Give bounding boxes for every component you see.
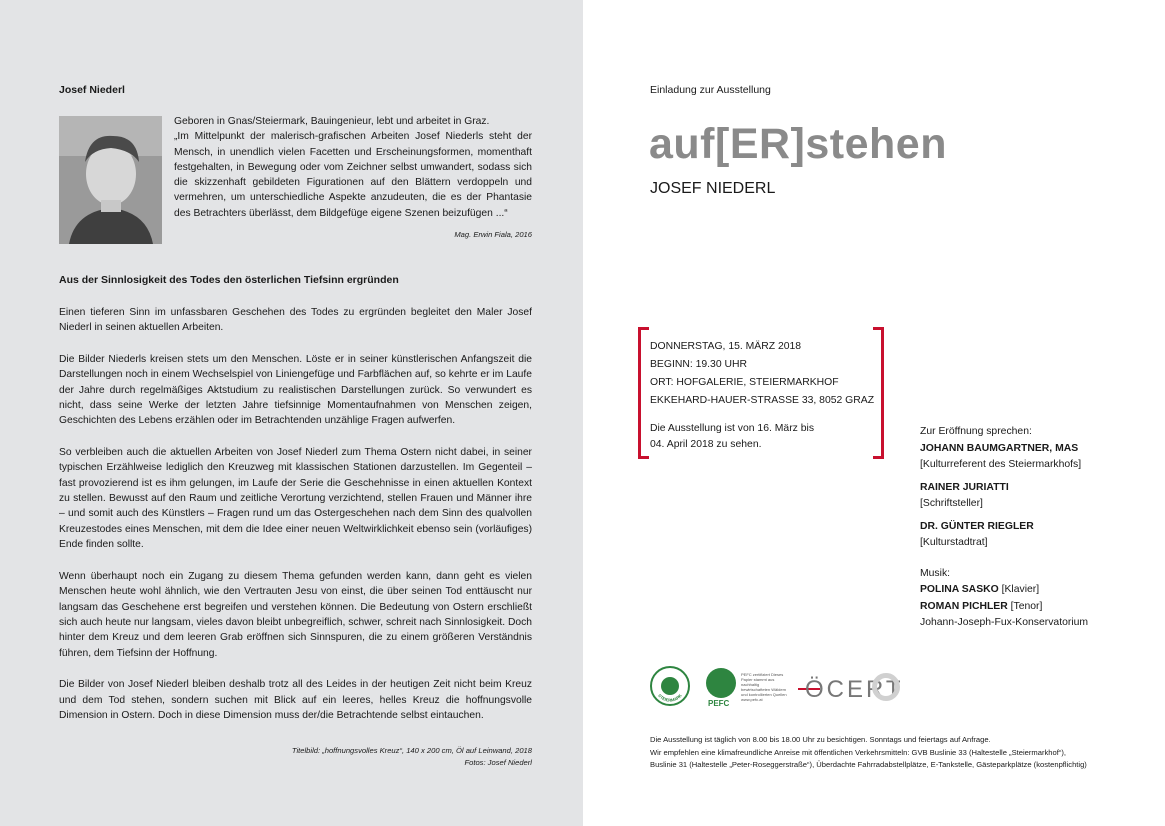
speakers-list — [920, 424, 1160, 632]
performer-role: [Klavier] — [1001, 584, 1040, 595]
bio-text — [174, 114, 532, 221]
essay-body — [59, 305, 532, 739]
music-ensemble: Johann-Joseph-Fux-Konservatorium — [920, 617, 1089, 628]
essay-paragraph: So verbleiben auch die aktuellen Arbeiten von Josef Niederl zum Thema Ostern nicht dabei, in seiner typischen Erzählweise lediglich den Kreuzweg mit klassischen Stationen darzustellen. Im Gegenteil – fast provozierend ist es ihm gelungen, im Laufe der Serie die Geschehnisse in einen aktuellen Kontext zu stellen. Bewusst auf den Raum und zeitliche Verortung verzichtend, stellen Frauen und Männer ihre – und somit auch des Künstlers – Fragen rund um das Ostergeschehen nach dem Sinn des qualvollen Kreuzestodes eines Menschen, mit dem die Idee einer neuen Weltwirklichkeit ebenso sein (vorläufiges) Ende finden sollte. — [59, 446, 532, 551]
event-begin: BEGINN: 19.30 UHR — [650, 359, 748, 370]
ocert-logo: ÖCERT — [805, 676, 904, 703]
essay-heading: Aus der Sinnlosigkeit des Todes den österlichen Tiefsinn ergründen — [59, 274, 399, 286]
bracket-left — [638, 327, 649, 459]
bio-signature: Mag. Erwin Fiala, 2016 — [454, 230, 532, 239]
performer-name: ROMAN PICHLER — [920, 600, 1008, 612]
portrait-icon — [59, 116, 162, 244]
performer-role: [Tenor] — [1010, 600, 1043, 612]
bio-name: Josef Niederl — [59, 84, 125, 96]
footer-line: Wir empfehlen eine klimafreundliche Anreise mit öffentlichen Verkehrsmitteln: GVB Buslinie 33 (Haltestelle „Steiermarkhof“), — [650, 747, 1067, 757]
artist-portrait — [59, 116, 162, 244]
pefc-note: PEFC zertifiziert Dieses Papier stammt aus nachhaltig bewirtschafteten Wäldern und kontrollierten Quellen www.pefc.at — [741, 672, 787, 702]
essay-paragraph: Die Bilder von Josef Niederl bleiben deshalb trotz all des Leides in der heutigen Zeit nicht beim Kreuz und dem Tod stehen, sondern suchen mit Blick auf ein leeres, helles Kreuz die hoffnungsvolle Dimension in Ostern. Doch in diese Dimension muss der/die Betrachtende selbst eintauchen. — [59, 679, 532, 721]
event-duration: 04. April 2018 zu sehen. — [650, 439, 762, 450]
speaker-name: DR. GÜNTER RIEGLER — [920, 520, 1034, 532]
footer-line: Buslinie 31 (Haltestelle „Peter-Roseggerstraße“), Überdachte Fahrradabstellplätze, E-Tankstelle, Gästeparkplätze (kostenpflichtig) — [650, 760, 1087, 769]
invitation-label: Einladung zur Ausstellung — [650, 84, 771, 96]
speaker-name: JOHANN BAUMGARTNER, MAS — [920, 442, 1079, 454]
essay-paragraph: Einen tieferen Sinn im unfassbaren Geschehen des Todes zu ergründen begleitet den Maler Josef Niederl in seinen aktuellen Arbeiten. — [59, 307, 532, 334]
event-place: ORT: HOFGALERIE, STEIERMARKHOF — [650, 377, 839, 388]
music-label: Musik: — [920, 567, 951, 579]
event-duration: Die Ausstellung ist von 16. März bis — [650, 423, 815, 434]
speakers-intro: Zur Eröffnung sprechen: — [920, 426, 1032, 437]
logo-row — [650, 666, 910, 716]
caption-line: Titelbild: „hoffnungsvolles Kreuz“, 140 x 200 cm, Öl auf Leinwand, 2018 — [291, 746, 532, 755]
speaker-role: [Kulturreferent des Steiermarkhofs] — [920, 459, 1082, 470]
music-performer — [920, 582, 1160, 599]
speaker-role: [Kulturstadtrat] — [920, 537, 988, 548]
photo-caption — [230, 745, 532, 769]
performer-name: POLINA SASKO — [920, 584, 999, 595]
essay-paragraph: Wenn überhaupt noch ein Zugang zu diesem Thema gefunden werden kann, dann geht es vielen Menschen heute wohl ähnlich, wie den Vertrauten Jesu von einst, die über seinen Tod enttäuscht nur langsam das Geschehene erst begreifen und verstehen können. Die Bedeutung von Ostern erschließt sich auch heute nur langsam, vieles davon bleibt unbegreiflich, schwer, schreit nach Sinnlosigkeit. Doch hinter dem Kreuz und dem leeren Grab eröffnen sich Sinnspuren, die zu einem größeren Verständnis führen, dem Tiefsinn der Hoffnung. — [59, 570, 532, 659]
speaker-role: [Schriftsteller] — [920, 498, 983, 509]
bracket-right — [873, 327, 884, 459]
footer-line: Die Ausstellung ist täglich von 8.00 bis 18.00 Uhr zu besichtigen. Sonntags und feiertags auf Anfrage. — [650, 735, 991, 744]
footer-info — [650, 734, 1150, 772]
event-date: DONNERSTAG, 15. MÄRZ 2018 — [650, 341, 802, 352]
caption-line: Fotos: Josef Niederl — [464, 758, 532, 767]
exhibition-title: auf[ER]stehen — [649, 120, 947, 168]
bio-quote: „Im Mittelpunkt der malerisch-grafischen Arbeiten Josef Niederls steht der Mensch, in unendlich vielen Facetten und Erscheinungsformen, momenthaft festgehalten, in Bewegung oder vom Zeichner selbst umwandert, sodass sich die skizzenhaft gebildeten Figurationen auf den Blättern verdoppeln und vermehren, um unterschiedliche Aspekte anzudeuten, die es der Phantasie des Betrachters überlässt, dem Bildgefüge eigene Szenen beizufügen ...“ — [174, 131, 532, 219]
bio-line: Geboren in Gnas/Steiermark, Bauingenieur, lebt und arbeitet in Graz. — [174, 116, 490, 127]
pefc-logo-icon — [706, 668, 736, 698]
artist-name: JOSEF NIEDERL — [650, 180, 776, 197]
pefc-label: PEFC — [708, 699, 730, 708]
svg-text:STEIERMARK — [657, 693, 683, 703]
event-details — [650, 338, 874, 454]
steiermark-logo-text: STEIERMARK — [657, 692, 683, 703]
steiermark-logo-icon — [650, 666, 690, 706]
essay-paragraph: Die Bilder Niederls kreisen stets um den Menschen. Löste er in seiner künstlerischen Anfangszeit die Darstellungen noch in einem Wechselspiel von Liniengefüge und Farbflächen auf, so kehrte er im Laufe der Jahre durch regelmäßiges Aktstudium zu realistischen Darstellungen zurück. So verwundert es nicht, dass seine Werke der letzten Jahre tiefsinnige Momentaufnahmen von Menschen zeigen, Geschichten des Lebens erzählen oder im Betrachtenden unzählige Fragen aufwerfen. — [59, 353, 532, 427]
event-address: EKKEHARD-HAUER-STRASSE 33, 8052 GRAZ — [650, 395, 875, 406]
ocert-ring-icon — [872, 673, 900, 701]
speaker-name: RAINER JURIATTI — [920, 481, 1009, 493]
music-performer — [920, 599, 1160, 616]
